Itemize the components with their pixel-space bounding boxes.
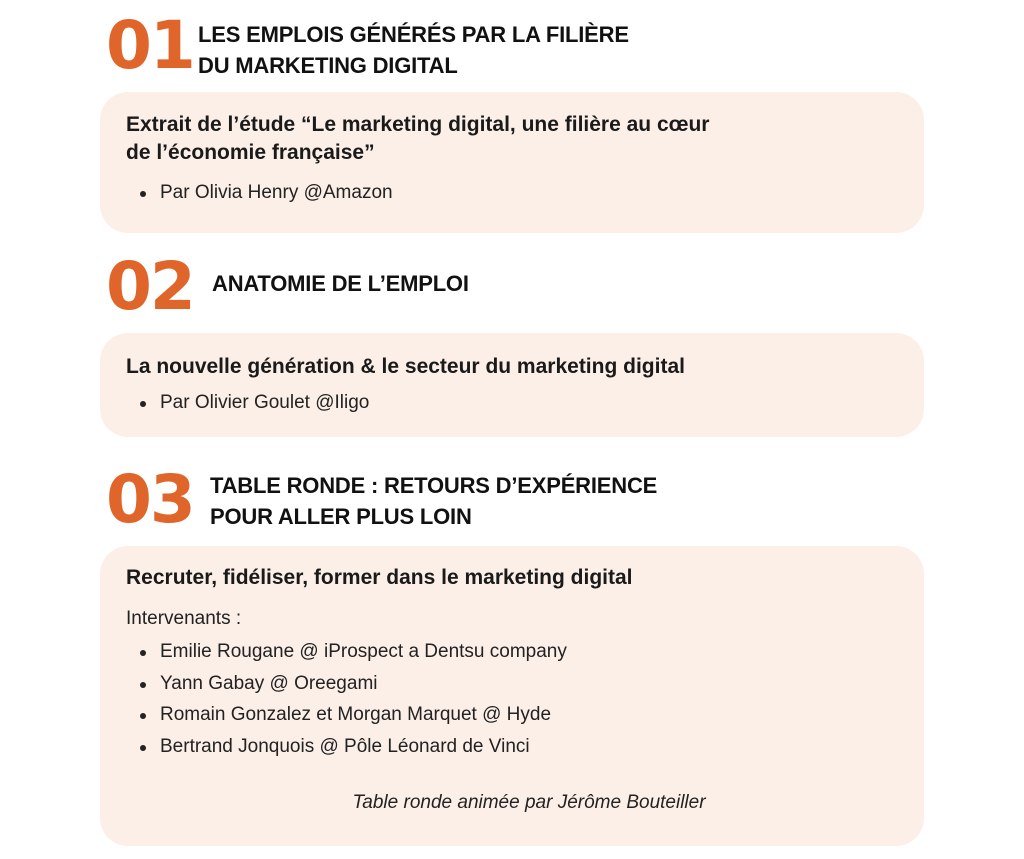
speaker-text: Bertrand Jonquois @ Pôle Léonard de Vinci — [160, 736, 530, 757]
card-title-line: Extrait de l’étude “Le marketing digital, une filière au cœur — [126, 113, 710, 136]
section-number-02: 02 — [106, 248, 194, 325]
section-title-line: TABLE RONDE : RETOURS D’EXPÉRIENCE — [210, 473, 658, 498]
card-title-line: La nouvelle génération & le secteur du marketing digital — [126, 355, 685, 378]
speaker-item — [140, 672, 378, 696]
card-title — [126, 564, 633, 592]
section-title-line: DU MARKETING DIGITAL — [198, 53, 458, 78]
section-title-line: ANATOMIE DE L’EMPLOI — [212, 271, 469, 296]
card-title — [126, 111, 709, 167]
speaker-text: Romain Gonzalez et Morgan Marquet @ Hyde — [160, 704, 552, 725]
speaker-text: Par Olivier Goulet @Iligo — [160, 392, 370, 413]
card-title-line: Recruter, fidéliser, former dans le marketing digital — [126, 566, 633, 589]
speaker-text: Yann Gabay @ Oreegami — [160, 673, 378, 694]
session-card-02 — [100, 333, 924, 437]
section-title-02 — [212, 268, 469, 299]
section-title-line: POUR ALLER PLUS LOIN — [210, 504, 472, 529]
session-card-01 — [100, 92, 924, 233]
speaker-item — [140, 181, 393, 205]
section-number-01: 01 — [106, 7, 194, 84]
speaker-item — [140, 391, 369, 415]
card-title — [126, 353, 685, 381]
session-card-03 — [100, 546, 924, 846]
section-number-03: 03 — [106, 461, 194, 538]
speaker-item — [140, 640, 567, 664]
speakers-label: Intervenants : — [126, 608, 242, 629]
section-title-line: LES EMPLOIS GÉNÉRÉS PAR LA FILIÈRE — [198, 22, 629, 47]
speaker-text: Emilie Rougane @ iProspect a Dentsu company — [160, 641, 567, 662]
speaker-item — [140, 735, 530, 759]
card-title-line: de l’économie française” — [126, 141, 375, 164]
section-title-03 — [210, 470, 657, 532]
speaker-text: Par Olivia Henry @Amazon — [160, 182, 393, 203]
speaker-item — [140, 703, 551, 727]
moderator-note: Table ronde animée par Jérôme Bouteiller — [352, 792, 706, 813]
section-title-01 — [198, 19, 629, 81]
